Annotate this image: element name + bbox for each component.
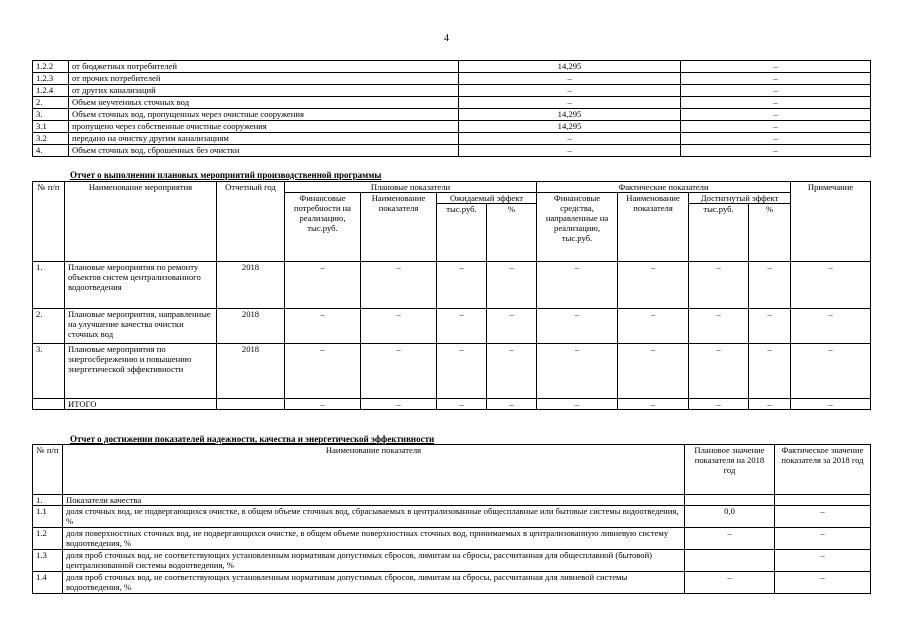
col-fact-eff: Достигнутый эффект [689,193,791,204]
total-row [33,399,871,410]
col-planned: Плановые показатели [285,182,537,193]
row-number: 3.1 [33,121,69,133]
table-row [33,85,871,97]
cell-value: – [437,344,487,399]
section2-caption: Отчет о выполнении плановых мероприятий производственной программы [70,170,382,180]
table-row [33,133,871,145]
table-row [33,550,871,572]
row-name: Объем неучтенных сточных вод [69,97,459,109]
cell-value: – [689,399,749,410]
col-fact-fin: Финансовые средства, направленные на реализацию, тыс.руб. [537,193,618,262]
table-row [33,506,871,528]
indicators-table [32,444,871,594]
fact-value: – [775,550,871,572]
section3-caption: Отчет о достижении показателей надежности, качества и энергетической эффективности [70,434,435,444]
col-name: Наименование мероприятия [65,182,217,262]
fact-value: – [681,73,871,85]
col-fact: Фактическое значение показателя за 2018 год [775,445,871,495]
row-name: Объем сточных вод, сброшенных без очистки [69,145,459,157]
cell-value: – [791,309,871,344]
cell-value: – [791,262,871,309]
cell-value: – [487,344,537,399]
col-note: Примечание [791,182,871,262]
row-number: 4. [33,145,69,157]
cell-value: – [537,309,618,344]
plan-value [685,550,775,572]
row-number: 1.2.4 [33,85,69,97]
col-name: Наименование показателя [63,445,685,495]
plan-value: 14,295 [459,109,681,121]
col-fact-pct: % [749,204,791,262]
plan-value: – [459,97,681,109]
fact-value: – [681,133,871,145]
cell-value: – [285,262,361,309]
plan-value: – [459,73,681,85]
cell-value: – [618,262,689,309]
row-number: 1.1 [33,506,63,528]
row-year: 2018 [217,309,285,344]
col-plan-eff: Ожидаемый эффект [437,193,537,204]
row-year: 2018 [217,344,285,399]
col-num: № п/п [33,182,65,262]
cell-value: – [537,262,618,309]
cell-value: – [437,309,487,344]
row-number: 1.3 [33,550,63,572]
col-actual: Фактические показатели [537,182,791,193]
measures-table [32,181,871,410]
table-row [33,309,871,344]
fact-value: – [775,528,871,550]
cell-value: – [749,262,791,309]
plan-value [685,495,775,506]
col-fact-trub: тыс.руб. [689,204,749,262]
plan-value: 14,295 [459,121,681,133]
cell-value: – [437,399,487,410]
table-row [33,495,871,506]
row-name: Плановые мероприятия по ремонту объектов систем централизованного водоотведения [65,262,217,309]
fact-value: – [681,109,871,121]
plan-value: – [685,572,775,594]
plan-value: – [685,528,775,550]
fact-value: – [681,145,871,157]
col-plan-fin: Финансовые потребности на реализацию, тыс.руб. [285,193,361,262]
row-name: от других канализаций [69,85,459,97]
table-row [33,121,871,133]
cell-value: – [537,344,618,399]
col-plan-pct: % [487,204,537,262]
row-year: 2018 [217,262,285,309]
row-number: 3.2 [33,133,69,145]
table-row [33,97,871,109]
row-name: передано на очистку другим канализациям [69,133,459,145]
table-row [33,73,871,85]
cell-value: – [749,344,791,399]
row-number: 1.2 [33,528,63,550]
cell-value: – [361,399,437,410]
plan-value: 14,295 [459,61,681,73]
cell-value: – [618,309,689,344]
row-number: 2. [33,97,69,109]
plan-value: – [459,145,681,157]
cell-value: – [487,399,537,410]
col-plan-trub: тыс.руб. [437,204,487,262]
row-number: 2. [33,309,65,344]
row-number: 1. [33,262,65,309]
col-num: № п/п [33,445,63,495]
cell-value: – [689,344,749,399]
table-row [33,109,871,121]
table-row [33,61,871,73]
row-name: от прочих потребителей [69,73,459,85]
row-number: 3. [33,109,69,121]
volumes-table [32,60,871,157]
table-row [33,528,871,550]
fact-value: – [681,61,871,73]
row-number: 1.2.3 [33,73,69,85]
page-number: 4 [444,33,449,44]
cell-value: – [487,262,537,309]
row-name: Показатели качества [63,495,685,506]
table-row [33,145,871,157]
table-row [33,572,871,594]
row-name: пропущено через собственные очистные сооружения [69,121,459,133]
row-name: доля сточных вод, не подвергающихся очистке, в общем объеме сточных вод, сбрасываемых в централизованные общесплавные или бытовые системы водоотведения, % [63,506,685,528]
fact-value: – [681,97,871,109]
row-number: 1.2.2 [33,61,69,73]
col-plan: Плановое значение показателя на 2018 год [685,445,775,495]
fact-value [775,495,871,506]
row-number: 1.4 [33,572,63,594]
cell-value: – [285,399,361,410]
row-name: Плановые мероприятия по энергосбережению и повышению энергетической эффективности [65,344,217,399]
row-name: доля проб сточных вод, не соответствующих установленным нормативам допустимых сбросов, лимитам на сбросы, рассчитанная для общесплавной (бытовой) централизованной системы водоотведения, % [63,550,685,572]
row-number: 3. [33,344,65,399]
row-name: Плановые мероприятия, направленные на улучшение качества очистки сточных вод [65,309,217,344]
cell-value: – [689,262,749,309]
row-name: от бюджетных потребителей [69,61,459,73]
fact-value: – [775,506,871,528]
col-fact-ind: Наименование показателя [618,193,689,262]
fact-value: – [681,85,871,97]
plan-value: – [459,133,681,145]
row-name: доля проб сточных вод, не соответствующих установленным нормативам допустимых сбросов, лимитам на сбросы, рассчитанная для ливневой системы водоотведения, % [63,572,685,594]
col-plan-ind: Наименование показателя [361,193,437,262]
fact-value: – [681,121,871,133]
table-row [33,262,871,309]
cell-value: – [437,262,487,309]
col-year: Отчетный год [217,182,285,262]
cell-value: – [361,309,437,344]
cell-value: – [361,344,437,399]
cell-value: – [618,344,689,399]
cell-value: – [361,262,437,309]
row-name: доля поверхностных сточных вод, не подвергающихся очистке, в общем объеме поверхностных сточных вод, принимаемых в централизованную ливневую систему водоотведения, % [63,528,685,550]
row-number: 1. [33,495,63,506]
cell-value: – [487,309,537,344]
cell-value: – [791,344,871,399]
cell-value: – [285,344,361,399]
row-name: Объем сточных вод, пропущенных через очистные сооружения [69,109,459,121]
cell-value: – [749,309,791,344]
cell-value: – [749,399,791,410]
plan-value: 0,0 [685,506,775,528]
fact-value: – [775,572,871,594]
plan-value: – [459,85,681,97]
table-row [33,344,871,399]
cell-value: – [285,309,361,344]
cell-value: – [537,399,618,410]
total-label: ИТОГО [65,399,217,410]
cell-value: – [689,309,749,344]
cell-value: – [791,399,871,410]
cell-value: – [618,399,689,410]
